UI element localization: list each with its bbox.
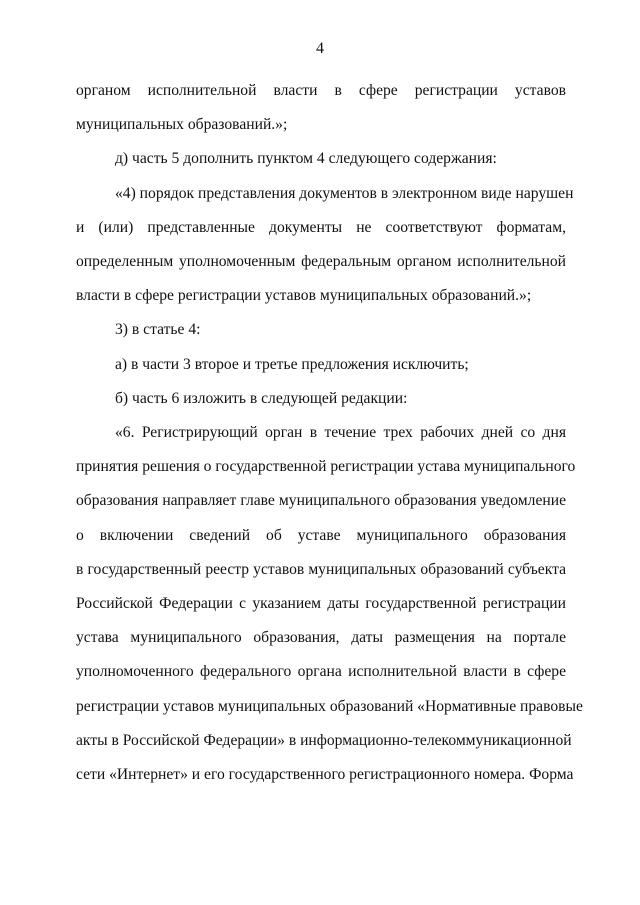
paragraph-subitem-a (76, 348, 566, 382)
document-body (76, 74, 583, 792)
text-line: акты в Российской Федерации» в информационно-телекоммуникационной (76, 731, 572, 749)
text-line: принятия решения о государственной регистрации устава муниципального (76, 458, 576, 476)
text-line: «6. Регистрирующий орган в течение трех рабочих дней со дня (115, 424, 566, 442)
paragraph-subitem-d (76, 142, 566, 176)
text-line: б) часть 6 изложить в следующей редакции: (115, 389, 408, 407)
text-line: определенным уполномоченным федеральным органом исполнительной (76, 253, 566, 271)
text-line: устава муниципального образования, даты размещения на портале (76, 629, 566, 647)
paragraph-article-4 (76, 313, 566, 347)
paragraph-subitem-b (76, 382, 566, 416)
text-line: и (или) представленные документы не соответствуют форматам, (76, 218, 566, 236)
text-line: в государственный реестр уставов муниципальных образований субъекта (76, 560, 566, 578)
text-line: д) часть 5 дополнить пунктом 4 следующего содержания: (115, 150, 497, 168)
text-line: Российской Федерации с указанием даты государственной регистрации (76, 595, 566, 613)
text-line: «4) порядок представления документов в электронном виде нарушен (115, 184, 574, 202)
text-line: а) в части 3 второе и третье предложения исключить; (115, 355, 469, 373)
paragraph-continuation (76, 74, 566, 142)
text-line: образования направляет главе муниципального образования уведомление (76, 492, 566, 510)
text-line: сети «Интернет» и его государственного регистрационного номера. Форма (76, 766, 574, 784)
text-line: муниципальных образований.»; (76, 116, 288, 134)
text-line: уполномоченного федерального органа исполнительной власти в сфере (76, 663, 566, 681)
text-line: о включении сведений об уставе муниципального образования (76, 526, 566, 544)
text-line: регистрации уставов муниципальных образований «Нормативные правовые (76, 697, 583, 715)
paragraph-part-6 (76, 416, 583, 792)
text-line: власти в сфере регистрации уставов муниципальных образований.»; (76, 287, 532, 305)
text-line: 3) в статье 4: (115, 321, 201, 339)
page-number: 4 (316, 40, 324, 57)
paragraph-item-4 (76, 177, 574, 314)
text-line: органом исполнительной власти в сфере регистрации уставов (76, 82, 566, 99)
